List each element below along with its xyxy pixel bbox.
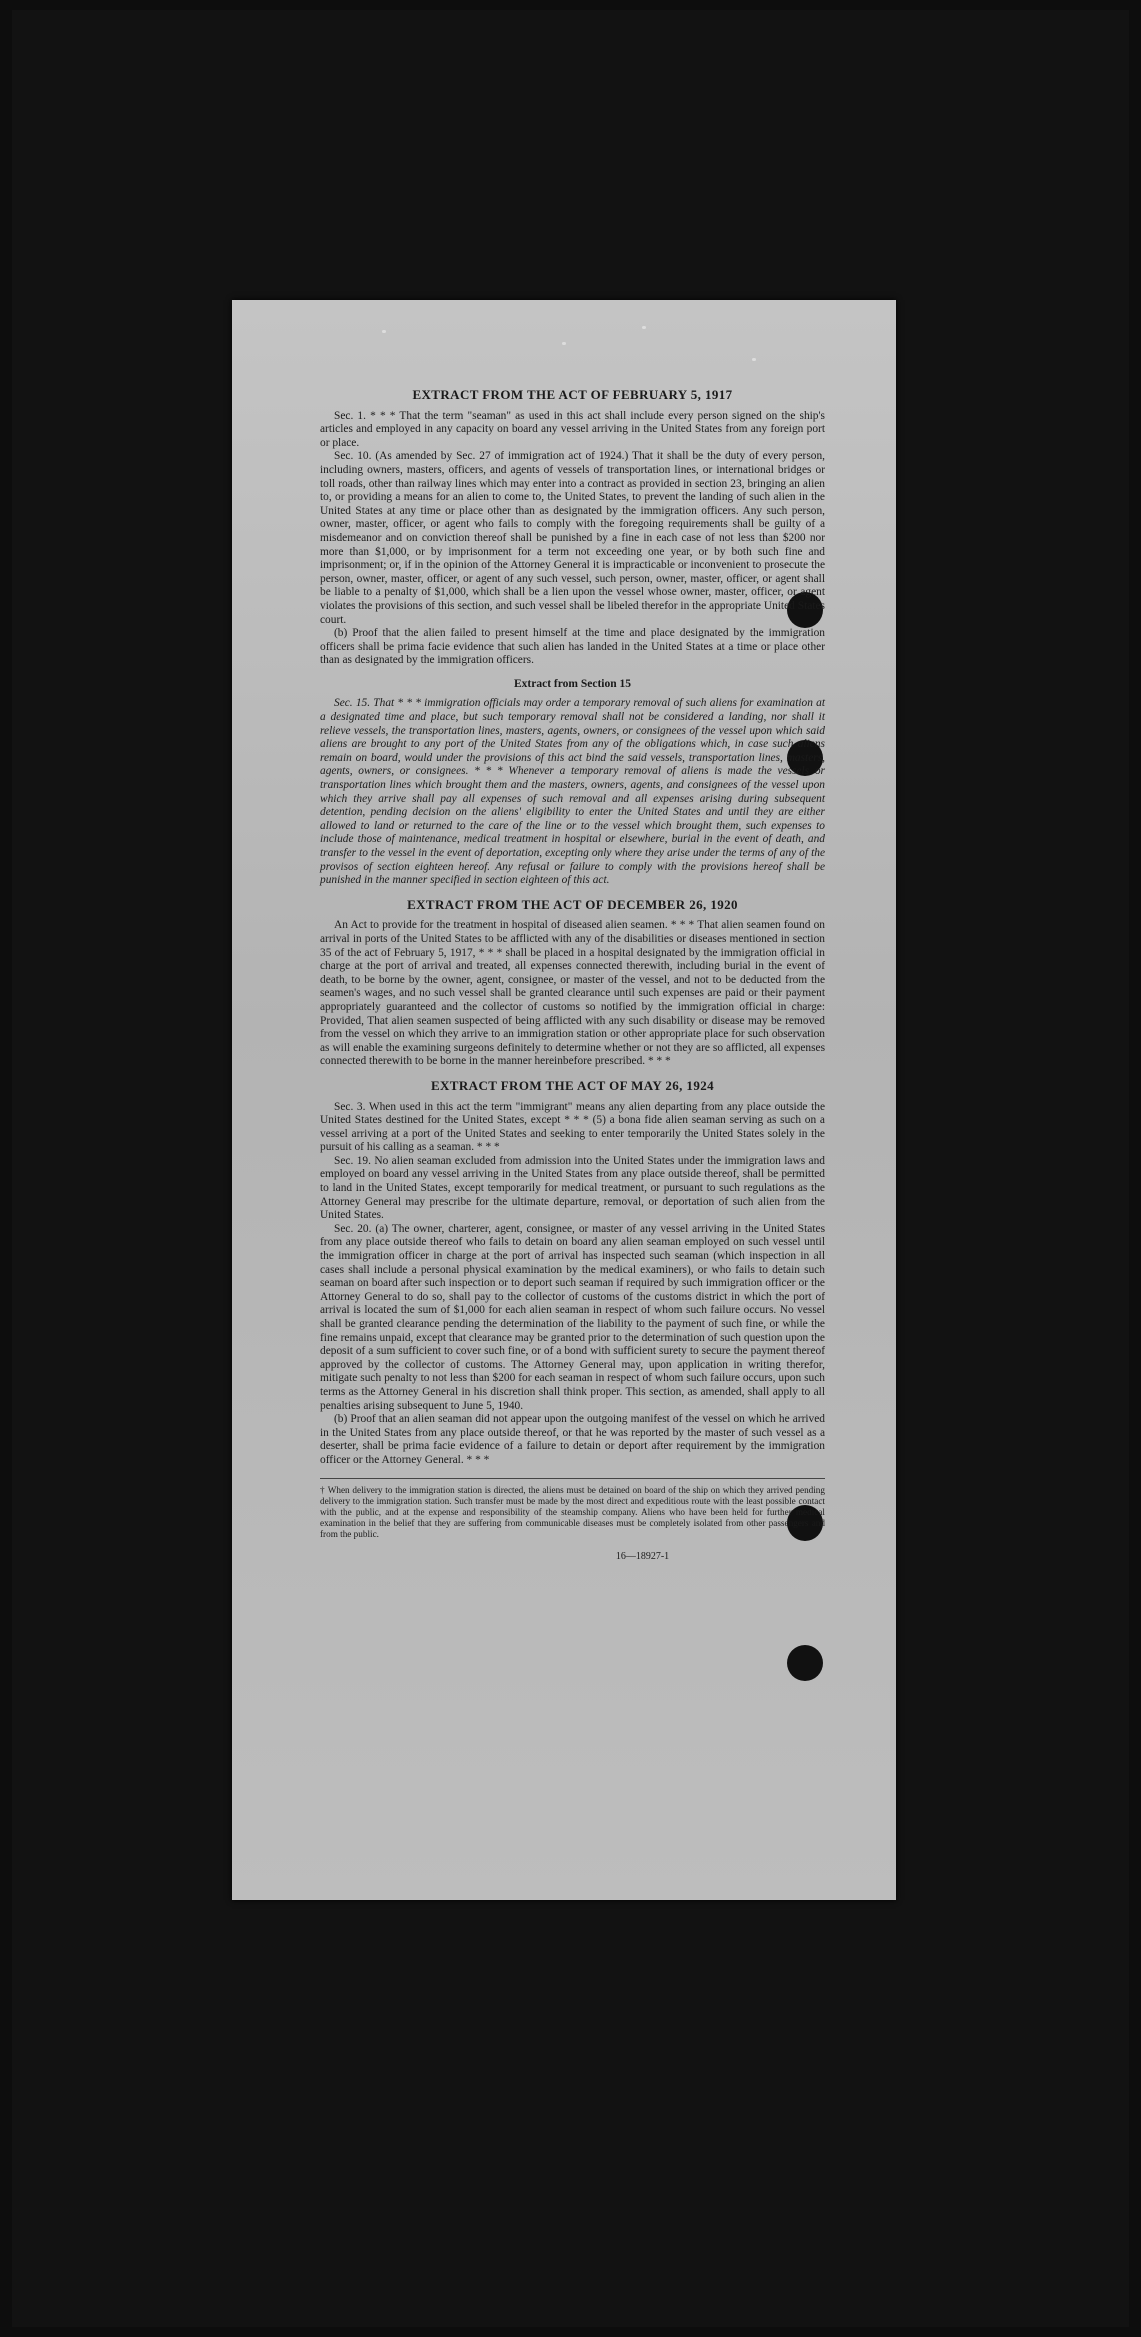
section-heading: Extract from Section 15 <box>514 677 631 690</box>
paragraph: Sec. 19. No alien seaman excluded from admission into the United States under the immigration laws and employed on board any vessel arriving in the United States from any place outside thereof, shall be permitted to land in the United States, except temporarily for medical treatment, or pursuant to such regulations as the Attorney General may prescribe for the ultimate departure, removal, or deportation of such alien from the United States. <box>320 1154 825 1222</box>
form-code: 16—18927-1 <box>615 1550 670 1562</box>
paragraph: (b) Proof that the alien failed to present himself at the time and place designated by the immigration officers shall be prima facie evidence that such alien has landed in the United States at a time or place other than as designated by the immigration officers. <box>320 627 825 667</box>
paragraph: Sec. 1. * * * That the term "seaman" as used in this act shall include every person signed on the ship's articles and employed in any capacity on board any vessel arriving in the United States from any foreign port or place. <box>320 409 825 449</box>
paragraph: Sec. 3. When used in this act the term "immigrant" means any alien departing from any place outside the United States destined for the United States, except * * * (5) a bona fide alien seaman serving as such on a vessel arriving at a port of the United States and seeking to enter temporarily the United States solely in the pursuit of his calling as a seaman. * * * <box>320 1100 825 1154</box>
paragraph: Sec. 15. That * * * immigration officials may order a temporary removal of such aliens for examination at a designated time and place, but such temporary removal shall not be considered a landing, nor shall it relieve vessels, the transportation lines, masters, agents, owners, or consignees of the vessel upon which said aliens are brought to any port of the United States from any of the obligations which, in case such aliens remain on board, would under the provisions of this act bind the said vessels, transportation lines, masters, agents, owners, or consignees. * * * Whenever a temporary removal of aliens is made the vessels or transportation lines which brought them and the masters, owners, agents, and consignees of the vessel upon which they arrive shall pay all expenses of such removal and all expenses arising during subsequent detention, pending decision on the aliens' eligibility to enter the United States and until they are either allowed to land or returned to the care of the line or to the vessel which brought them, such expenses to include those of maintenance, medical treatment in hospital or elsewhere, burial in the event of death, and transfer to the vessel in the event of deportation, excepting only where they arise under the terms of any of the provisos of section eighteen hereof. Any refusal or failure to comply with the provisions hereof shall be punished in the manner specified in section eighteen of this act. <box>320 697 825 887</box>
section-heading: EXTRACT FROM THE ACT OF MAY 26, 1924 <box>430 1077 715 1093</box>
paragraph: Sec. 20. (a) The owner, charterer, agent, consignee, or master of any vessel arriving in the United States from any place outside thereof who fails to detain on board any alien seaman employed on such vessel until the immigration officer in charge at the port of arrival has inspected such seaman (which inspection in all cases shall include a personal physical examination by the medical examiners), or who fails to detain such seaman on board after such inspection or to deport such seaman if required by such immigration officer or the Attorney General to do so, shall pay to the collector of customs of the customs district in which the port of arrival is located the sum of $1,000 for each alien seaman in respect of whom such failure occurs. No vessel shall be granted clearance pending the determination of the liability to the payment of such fine, or while the fine remains unpaid, except that clearance may be granted prior to the determination of such question upon the deposit of a sum sufficient to cover such fine, or of a bond with sufficient surety to secure the payment thereof approved by the collector of customs. The Attorney General may, upon application in writing therefor, mitigate such penalty to not less than $200 for each seaman in respect of whom such failure occurs, upon such terms as the Attorney General in his discretion shall think proper. This section, as amended, shall apply to all penalties arising subsequent to June 5, 1940. <box>320 1222 825 1412</box>
section-act-1924 <box>320 1079 825 1468</box>
paragraph: An Act to provide for the treatment in hospital of diseased alien seamen. * * * That alien seamen found on arrival in ports of the United States to be afflicted with any of the disabilities or diseases mentioned in section 35 of the act of February 5, 1917, * * * shall be placed in a hospital designated by the immigration official in charge at the port of arrival and treated, all expenses connected therewith, including burial in the event of death, to be borne by the owner, agent, consignee, or master of the vessel, and not to be deducted from the seamen's wages, and no such vessel shall be granted clearance until such expenses are paid or their payment appropriately guaranteed and the collector of customs so notified by the immigration official in charge: Provided, That alien seamen suspected of being afflicted with any such disability or disease may be removed from the vessel on which they arrive to an immigration station or other appropriate place for such observation as will enable the examining surgeons definitely to determine whether or not they are so afflicted, all expenses connected therewith to be borne in the manner hereinbefore prescribed. * * * <box>320 919 825 1068</box>
section-extract-15 <box>320 678 825 888</box>
section-heading: EXTRACT FROM THE ACT OF FEBRUARY 5, 1917 <box>412 387 733 402</box>
section-act-1917 <box>320 388 825 668</box>
section-act-1920 <box>320 898 825 1069</box>
paragraph: (b) Proof that an alien seaman did not appear upon the outgoing manifest of the vessel on which he arrived in the United States from any place outside thereof, or that he was reported by the master of such vessel as a deserter, shall be prima facie evidence of a failure to detain or deport after requirement by the immigration officer or the Attorney General. * * * <box>320 1413 825 1466</box>
paragraph: Sec. 10. (As amended by Sec. 27 of immigration act of 1924.) That it shall be the duty of every person, including owners, masters, officers, and agents of vessels of transportation lines, or international bridges or toll roads, other than railway lines which may enter into a contract as provided in section 23, bringing an alien to, or providing a means for an alien to come to, the United States, to prevent the landing of such alien in the United States at any time or place other than as designated by the immigration officers. Any such person, owner, master, officer, or agent who fails to comply with the foregoing requirements shall be guilty of a misdemeanor and on conviction thereof shall be punished by a fine in each case of not less than $200 nor more than $1,000, or by imprisonment for a term not exceeding one year, or by both such fine and imprisonment; or, if in the opinion of the Attorney General it is impracticable or inconvenient to prosecute the person, owner, master, officer, or agent of any such vessel, such person, owner, master, officer, or agent shall be liable to a penalty of $1,000, which shall be a lien upon the vessel whose owner, master, officer, or agent violates the provisions of this section, and such vessel shall be libeled therefor in the appropriate United States court. <box>320 450 825 626</box>
punch-hole <box>787 1645 823 1681</box>
footnote: † When delivery to the immigration station is directed, the aliens must be detained on board of the ship on which they arrived pending delivery to the immigration station. Such transfer must be made by the most direct and expeditious route with the least possible contact with the public, and at the expense and responsibility of the steamship company. Aliens who have been held for further medical examination in the belief that they are suffering from communicable diseases must be completely isolated from other passengers and from the public. <box>320 1478 825 1540</box>
document-page <box>232 300 896 1900</box>
section-heading: EXTRACT FROM THE ACT OF DECEMBER 26, 1920 <box>407 896 738 912</box>
document-text <box>320 388 825 1563</box>
